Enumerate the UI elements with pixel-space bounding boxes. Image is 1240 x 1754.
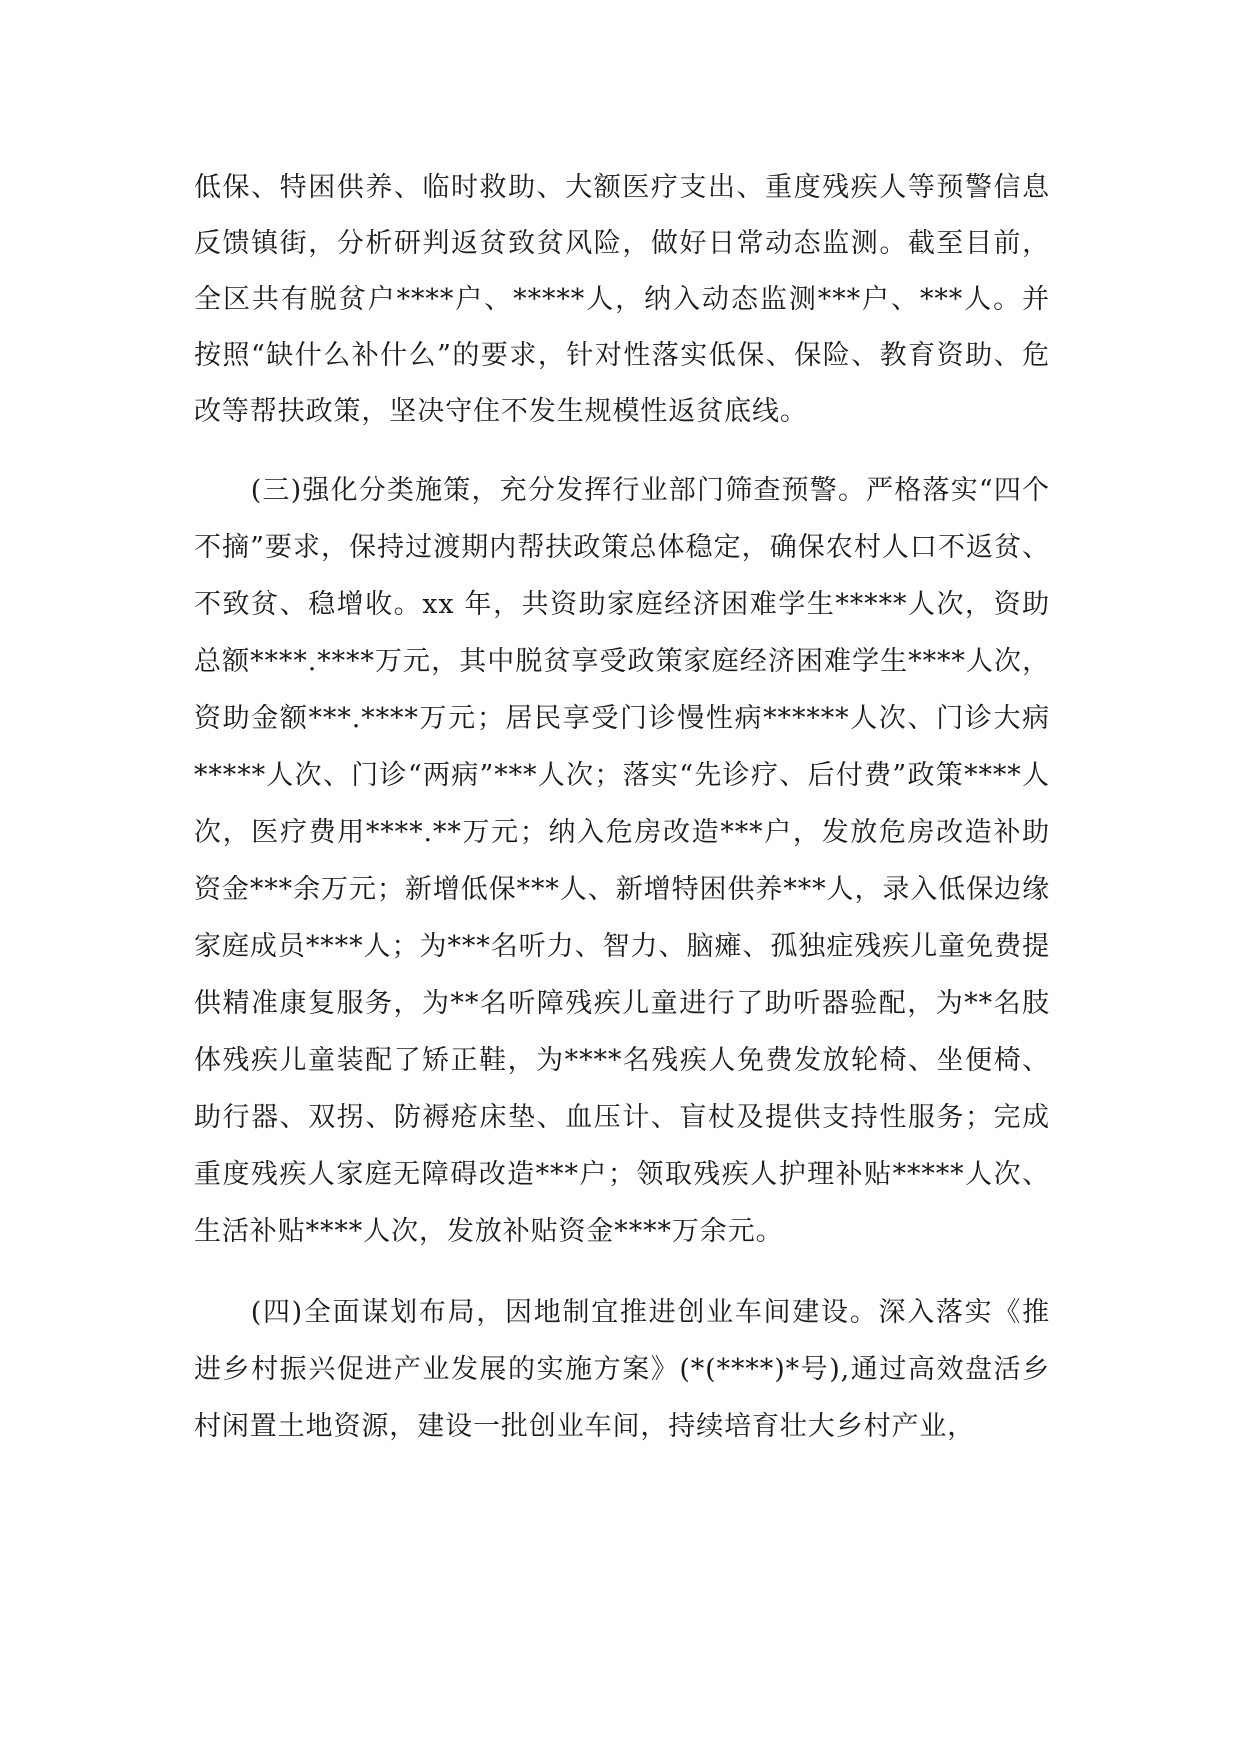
paragraph-continuation: 低保、特困供养、临时救助、大额医疗支出、重度残疾人等预警信息反馈镇街，分析研判返贫致贫风险，做好日常动态监测。截至目前，全区共有脱贫户****户、*****人，纳入动态监测***户、***人。并按照“缺什么补什么”的要求，针对性落实低保、保险、教育资助、危改等帮扶政策，坚决守住不发生规模性返贫底线。: [194, 172, 1050, 427]
document-body: [194, 160, 1050, 1455]
paragraph-section-4: (四)全面谋划布局，因地制宜推进创业车间建设。深入落实《推进乡村振兴促进产业发展的实施方案》(*(****)*号),通过高效盘活乡村闲置土地资源，建设一批创业车间，持续培育壮大乡村产业，: [194, 1297, 1050, 1442]
paragraph-section-3: (三)强化分类施策，充分发挥行业部门筛查预警。严格落实“四个不摘”要求，保持过渡期内帮扶政策总体稳定，确保农村人口不返贫、不致贫、稳增收。xx 年，共资助家庭经济困难学生*****人次，资助总额****.****万元，其中脱贫享受政策家庭经济困难学生****人次，资助金额***.****万元；居民享受门诊慢性病******人次、门诊大病*****人次、门诊“两病”***人次；落实“先诊疗、后付费”政策****人次，医疗费用****.**万元；纳入危房改造***户，发放危房改造补助资金***余万元；新增低保***人、新增特困供养***人，录入低保边缘家庭成员****人；为***名听力、智力、脑瘫、孤独症残疾儿童免费提供精准康复服务，为**名听障残疾儿童进行了助听器验配，为**名肢体残疾儿童装配了矫正鞋，为****名残疾人免费发放轮椅、坐便椅、助行器、双拐、防褥疮床垫、血压计、盲杖及提供支持性服务；完成重度残疾人家庭无障碍改造***户；领取残疾人护理补贴*****人次、生活补贴****人次，发放补贴资金****万余元。: [194, 475, 1050, 1247]
